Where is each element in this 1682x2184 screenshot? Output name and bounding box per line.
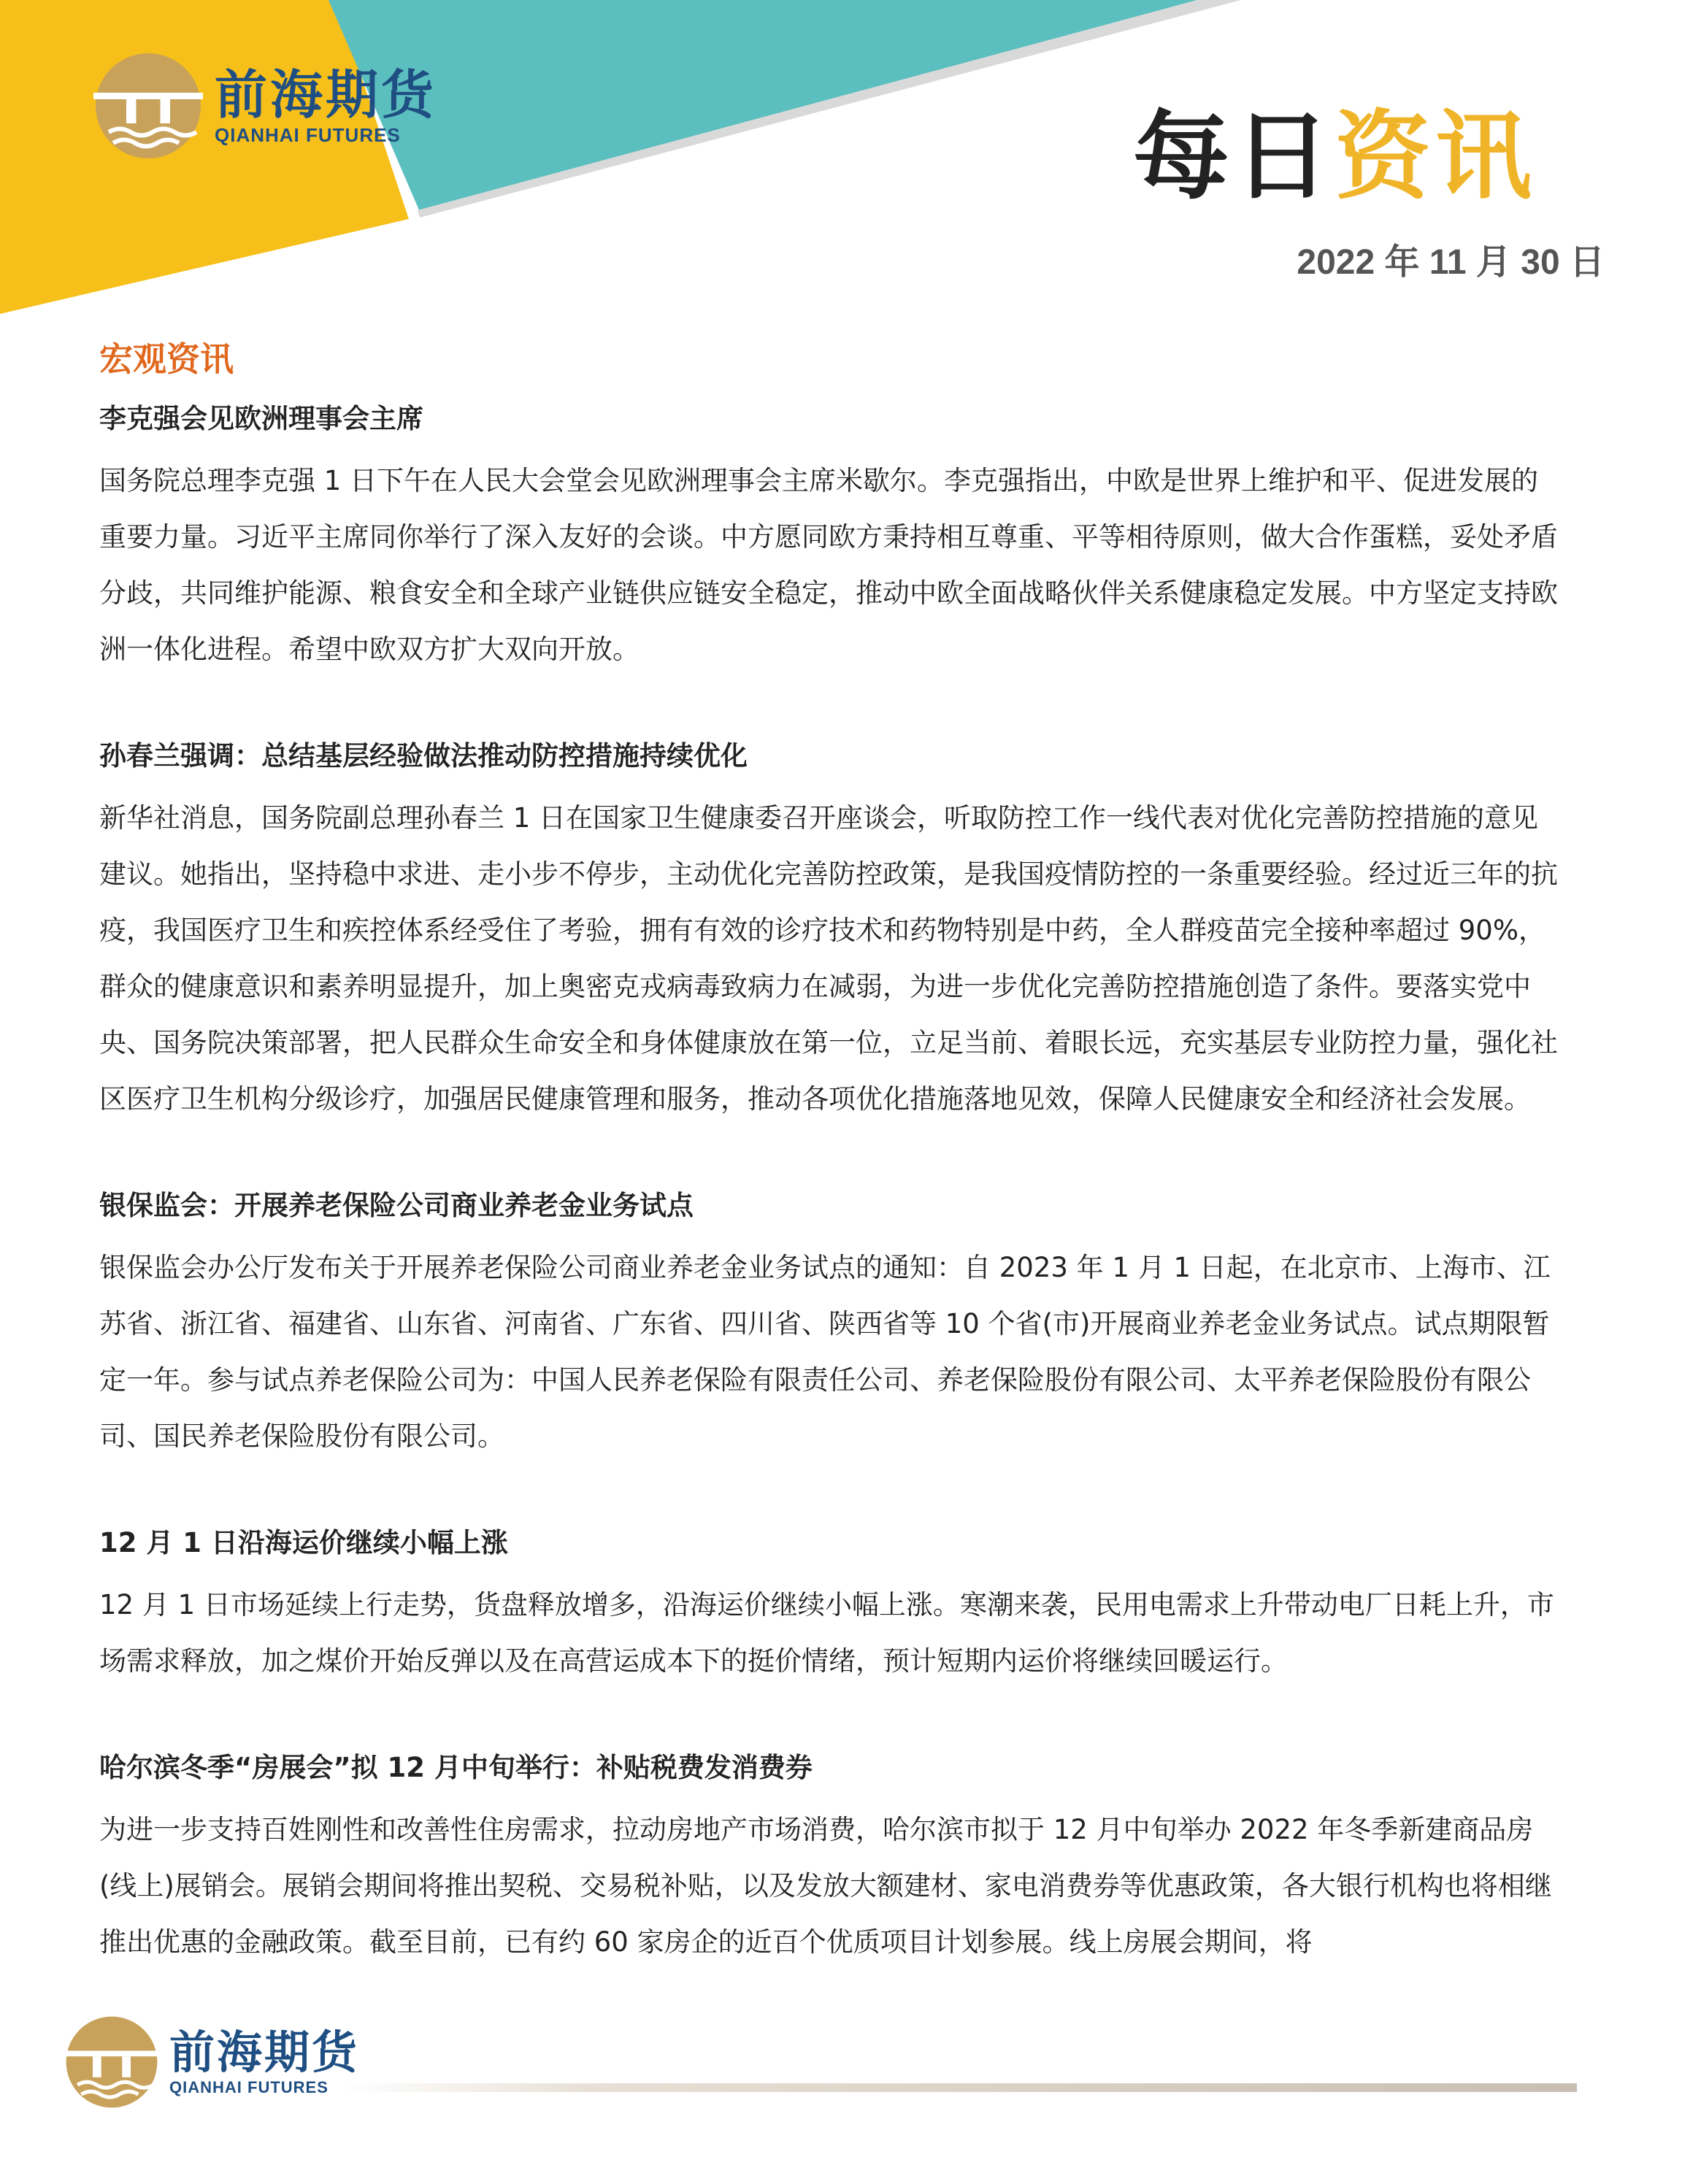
footer-brand-name-en: QIANHAI FUTURES [169,2078,329,2096]
article-title: 银保监会：开展养老保险公司商业养老金业务试点 [99,1190,694,1221]
qianhai-logo-icon [64,2015,159,2110]
section-title: 宏观资讯 [99,339,234,379]
article-body: 12 月 1 日市场延续上行走势，货盘释放增多，沿海运价继续小幅上涨。寒潮来袭，民用电需求上升带动电厂日耗上升，市场需求释放，加之煤价开始反弹以及在高营运成本下的挺价情绪，预计短期内运价将继续回暖运行。 [99,1589,1554,1677]
article-title: 孙春兰强调：总结基层经验做法推动防控措施持续优化 [99,740,748,772]
header-logo [93,51,437,161]
report-date: 2022 年 11 月 30 日 [1297,243,1605,282]
article [99,1750,1559,1970]
footer-divider [343,2083,1577,2092]
qianhai-logo-icon [93,51,203,161]
header-corner-decoration [0,0,1241,321]
article [99,739,1559,1127]
brand-name-en: QIANHAI FUTURES [215,124,401,146]
article [99,1526,1559,1689]
page-title-part1: 每日 [1133,101,1335,213]
teal-corner-shape [329,0,1197,212]
article [99,401,1559,677]
article-title: 哈尔滨冬季“房展会”拟 12 月中旬举行：补贴税费发消费券 [99,1752,813,1783]
article-title: 12 月 1 日沿海运价继续小幅上涨 [99,1527,508,1558]
article-title: 李克强会见欧洲理事会主席 [99,403,423,434]
page-title [1133,102,1536,212]
article [99,1188,1559,1464]
brand-name-cn: 前海期货 [215,64,437,126]
article-body: 新华社消息，国务院副总理孙春兰 1 日在国家卫生健康委召开座谈会，听取防控工作一线代表对优化完善防控措施的意见建议。她指出，坚持稳中求进、走小步不停步，主动优化完善防控政策，是我国疫情防控的一条重要经验。经过近三年的抗疫，我国医疗卫生和疾控体系经受住了考验，拥有有效的诊疗技术和药物特别是中药，全人群疫苗完全接种率超过 90%，群众的健康意识和素养明显提升，加上奥密克戎病毒致病力在减弱，为进一步优化完善防控措施创造了条件。要落实党中央、国务院决策部署，把人民群众生命安全和身体健康放在第一位，立足当前、着眼长远，充实基层专业防控力量，强化社区医疗卫生机构分级诊疗，加强居民健康管理和服务，推动各项优化措施落地见效，保障人民健康安全和经济社会发展。 [99,802,1558,1115]
article-list [99,401,1559,2031]
footer-brand-name-cn: 前海期货 [169,2026,360,2079]
article-body: 国务院总理李克强 1 日下午在人民大会堂会见欧洲理事会主席米歇尔。李克强指出，中欧是世界上维护和平、促进发展的重要力量。习近平主席同你举行了深入友好的会谈。中方愿同欧方秉持相互尊重、平等相待原则，做大合作蛋糕，妥处矛盾分歧，共同维护能源、粮食安全和全球产业链供应链安全稳定，推动中欧全面战略伙伴关系健康稳定发展。中方坚定支持欧洲一体化进程。希望中欧双方扩大双向开放。 [99,465,1558,665]
footer-logo [64,2015,359,2110]
page-title-part2: 资讯 [1335,101,1536,213]
article-body: 为进一步支持百姓刚性和改善性住房需求，拉动房地产市场消费，哈尔滨市拟于 12 月中旬举办 2022 年冬季新建商品房(线上)展销会。展销会期间将推出契税、交易税补贴，以及发放大额建材、家电消费券等优惠政策，各大银行机构也将相继推出优惠的金融政策。截至目前，已有约 60 家房企的近百个优质项目计划参展。线上房展会期间，将 [99,1814,1552,1958]
article-body: 银保监会办公厅发布关于开展养老保险公司商业养老金业务试点的通知：自 2023 年 1 月 1 日起，在北京市、上海市、江苏省、浙江省、福建省、山东省、河南省、广东省、四川省、陕西省等 10 个省(市)开展商业养老金业务试点。试点期限暂定一年。参与试点养老保险公司为：中国人民养老保险有限责任公司、养老保险股份有限公司、太平养老保险股份有限公司、国民养老保险股份有限公司。 [99,1252,1551,1452]
